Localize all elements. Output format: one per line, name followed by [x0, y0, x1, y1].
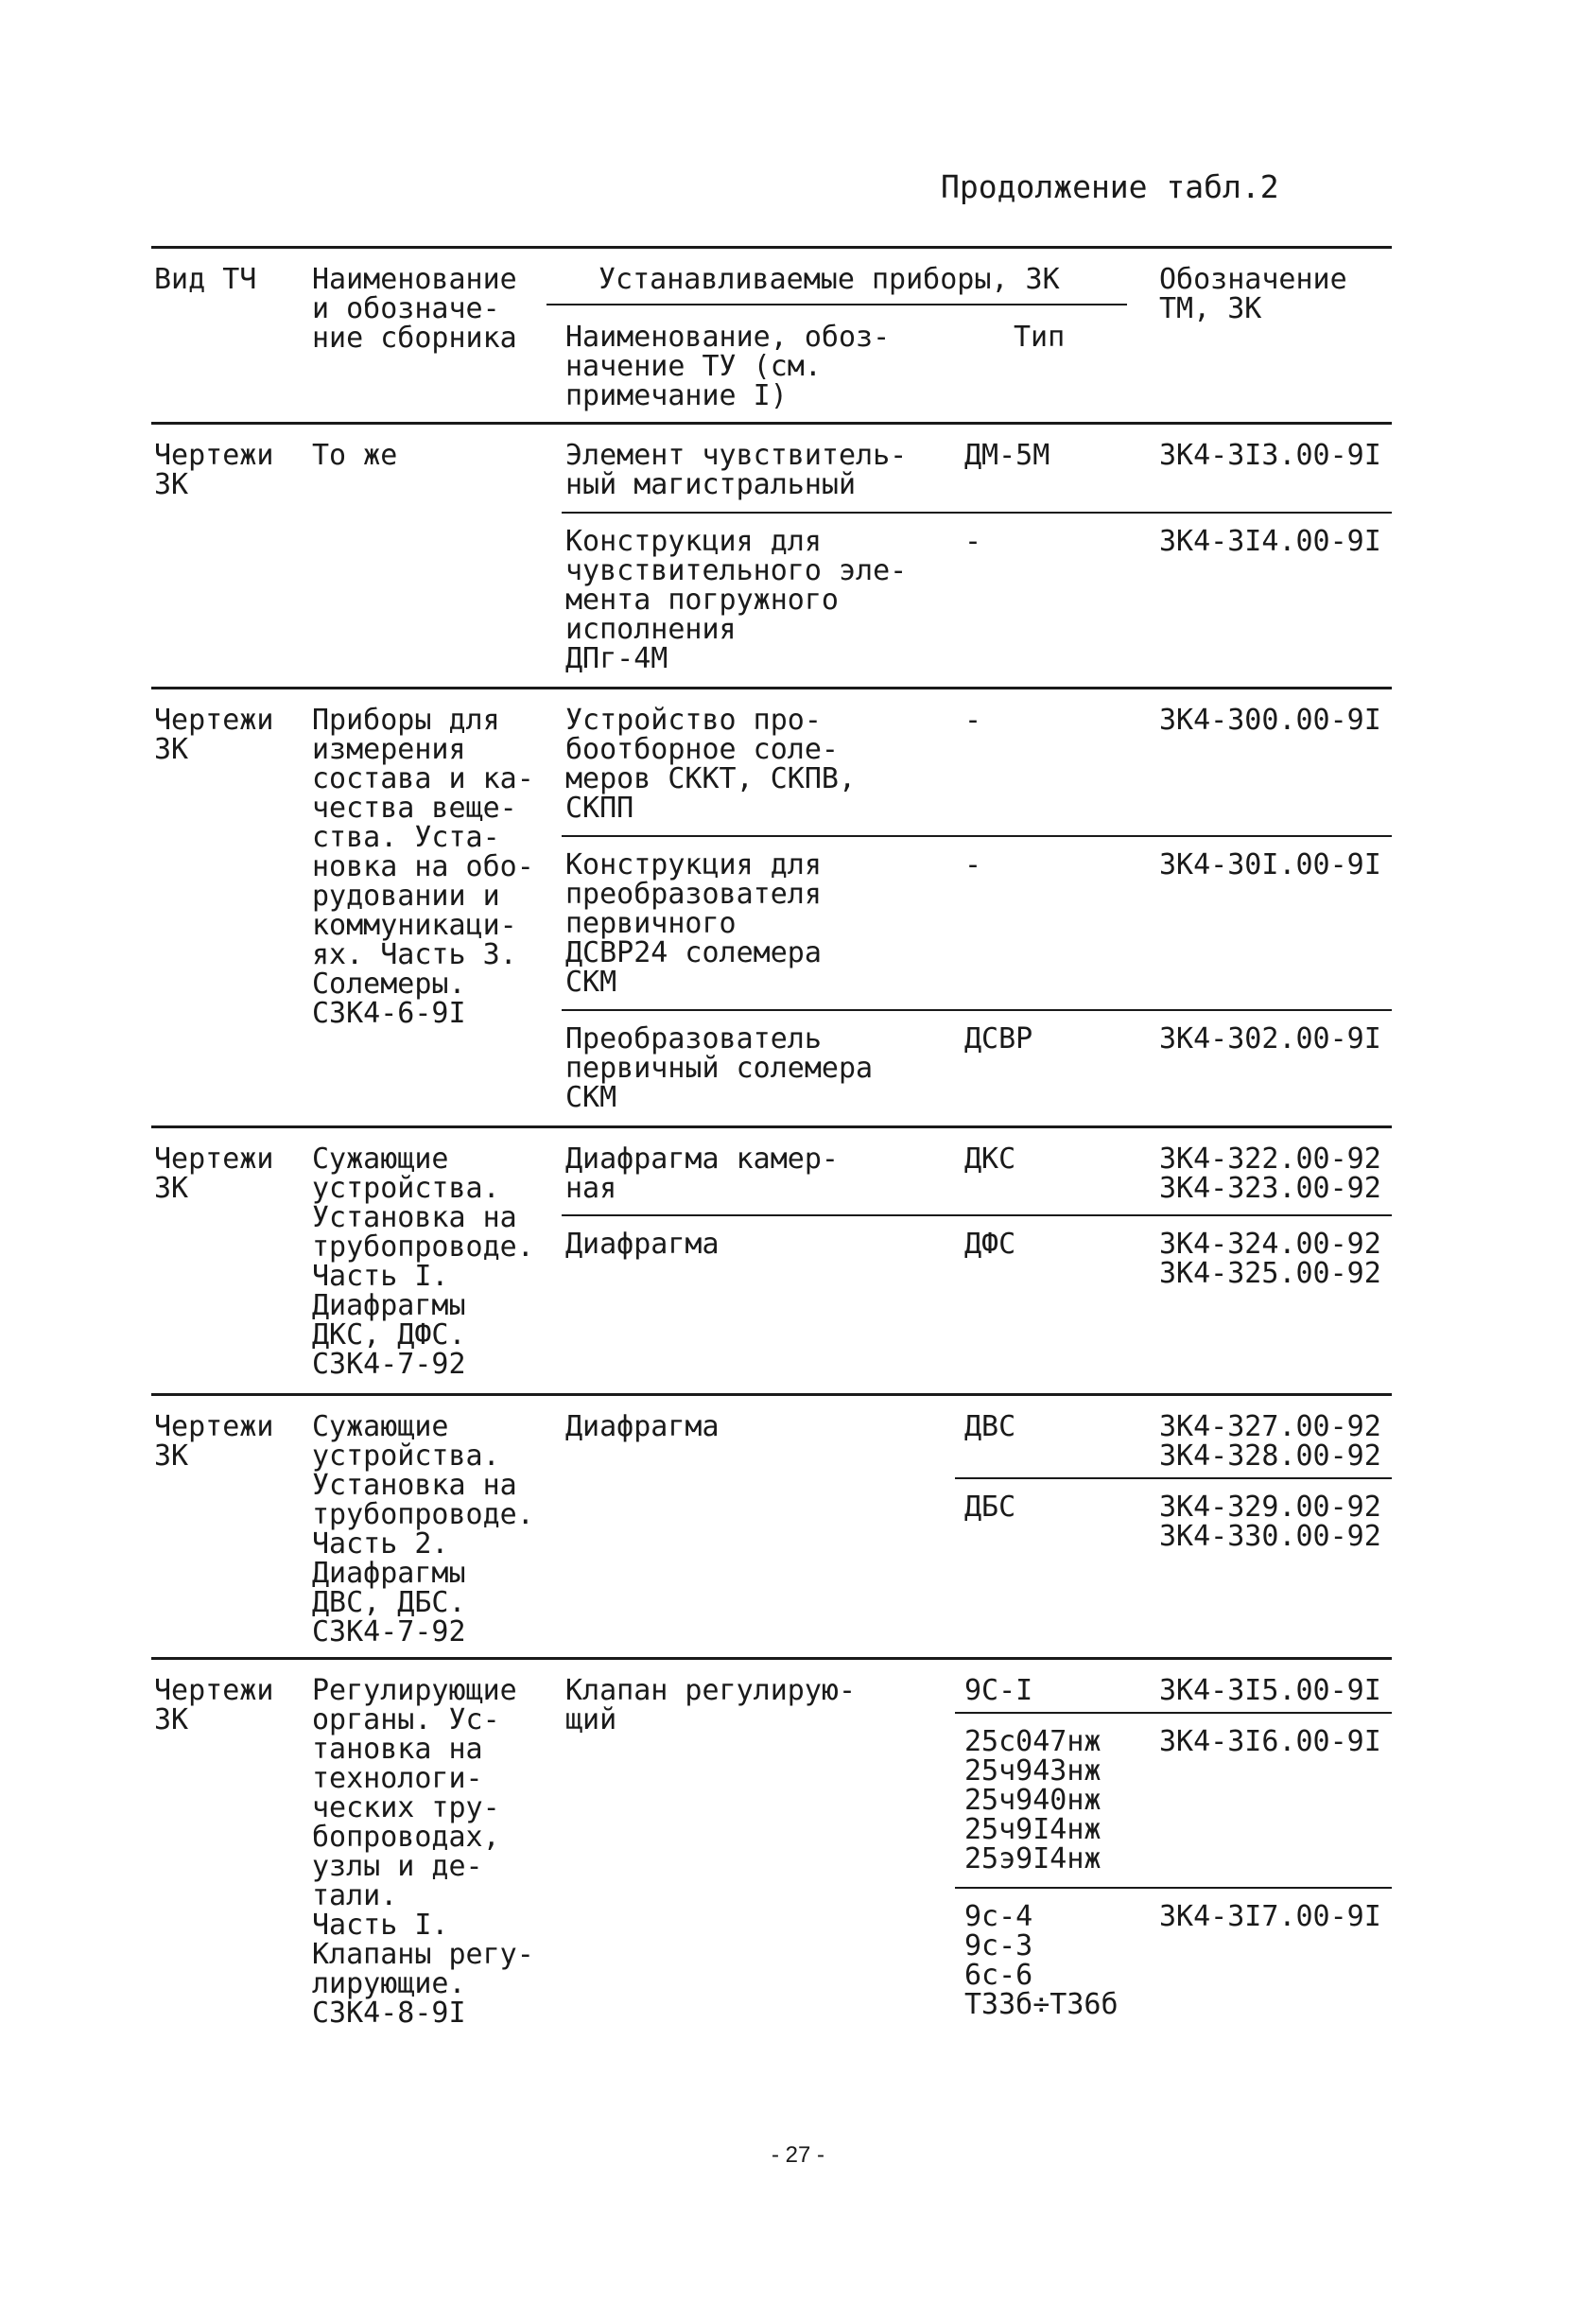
group-5-item-3-code: ЗК4-3I7.00-9I — [1159, 1900, 1381, 1933]
group-4-vid: Чертежи ЗК — [154, 1410, 274, 1473]
group-2-item-1-name: Устройство про- боотборное соле- меров СККТ, СКПВ, СКПП — [565, 704, 857, 825]
group-1-item-1-name: Элемент чувствитель- ный магистральный — [565, 439, 908, 501]
group-divider — [151, 687, 1392, 689]
table-caption: Продолжение табл.2 — [941, 168, 1279, 205]
group-2-item-2-name: Конструкция для преобразователя первичного ДСВР24 солемера СКМ — [565, 848, 822, 999]
group-2-item-3-name: Преобразователь первичный солемера СКМ — [565, 1022, 874, 1114]
group-2-item-1-code: ЗК4-300.00-9I — [1159, 704, 1381, 737]
header-sbornik: Наименование и обозначе- ние сборника — [312, 263, 517, 355]
group-2-sbornik: Приборы для измерения состава и ка- чества веще- ства. Уста- новка на обо- рудовании и коммуникаци- ях. Часть 3. Солемеры. СЗК4-6-9I — [312, 704, 534, 1030]
group-5-item-1-name: Клапан регулирую- щий — [565, 1674, 857, 1736]
group-3-item-2-name: Диафрагма — [565, 1228, 720, 1261]
group-5-sbornik: Регулирующие органы. Ус- тановка на технологи- ческих тру- бопроводах, узлы и де- тали. Часть I. Клапаны регу- лирующие. СЗК4-8-9I — [312, 1674, 534, 2030]
group-4-item-2-type: ДБС — [964, 1491, 1016, 1524]
group-5-item-3-type: 9с-4 9с-3 6с-6 Т33б÷Т36б — [964, 1900, 1119, 2021]
group-1-item-1-type: ДМ-5М — [964, 439, 1050, 472]
group-3-vid: Чертежи ЗК — [154, 1143, 274, 1205]
group-divider — [151, 1657, 1392, 1660]
group-1-item-2-code: ЗК4-3I4.00-9I — [1159, 525, 1381, 558]
group-divider — [151, 1393, 1392, 1396]
group-2-item-3-code: ЗК4-302.00-9I — [1159, 1022, 1381, 1055]
group-4-item-2-code: ЗК4-329.00-92 ЗК4-330.00-92 — [1159, 1491, 1381, 1553]
item-divider — [562, 835, 1392, 837]
group-3-item-1-type: ДКС — [964, 1143, 1016, 1176]
group-2-item-1-type: - — [964, 704, 982, 737]
page-number: - 27 - — [771, 2142, 824, 2168]
header-tip: Тип — [1014, 321, 1066, 354]
group-3-item-1-code: ЗК4-322.00-92 ЗК4-323.00-92 — [1159, 1143, 1381, 1205]
group-2-item-3-type: ДСВР — [964, 1022, 1033, 1055]
header-bottom-rule — [151, 422, 1392, 425]
group-1-vid: Чертежи ЗК — [154, 439, 274, 501]
group-1-item-2-type: - — [964, 525, 982, 558]
group-3-item-2-code: ЗК4-324.00-92 ЗК4-325.00-92 — [1159, 1228, 1381, 1290]
group-4-item-1-code: ЗК4-327.00-92 ЗК4-328.00-92 — [1159, 1410, 1381, 1473]
group-1-sbornik: То же — [312, 439, 398, 472]
group-2-item-2-type: - — [964, 848, 982, 881]
item-divider — [955, 1712, 1392, 1714]
item-divider — [955, 1477, 1392, 1479]
item-divider — [562, 1009, 1392, 1011]
header-split-rule — [546, 304, 1127, 305]
group-3-item-1-name: Диафрагма камер- ная — [565, 1143, 839, 1205]
group-4-sbornik: Сужающие устройства. Установка на трубопроводе. Часть 2. Диафрагмы ДВС, ДБС. СЗК4-7-92 — [312, 1410, 534, 1648]
group-5-item-1-type: 9С-I — [964, 1674, 1033, 1707]
group-4-item-1-type: ДВС — [964, 1410, 1016, 1443]
header-naimenovanie: Наименование, обоз- начение ТУ (см. примечание I) — [565, 321, 891, 412]
group-2-item-2-code: ЗК4-30I.00-9I — [1159, 848, 1381, 881]
group-2-vid: Чертежи ЗК — [154, 704, 274, 766]
group-5-vid: Чертежи ЗК — [154, 1674, 274, 1736]
header-oboznachenie: Обозначение ТМ, ЗК — [1159, 263, 1347, 325]
group-3-item-2-type: ДФС — [964, 1228, 1016, 1261]
item-divider — [955, 1887, 1392, 1889]
table-top-rule — [151, 246, 1392, 249]
header-vid: Вид ТЧ — [154, 263, 257, 296]
group-5-item-2-code: ЗК4-3I6.00-9I — [1159, 1725, 1381, 1758]
group-divider — [151, 1125, 1392, 1128]
group-3-sbornik: Сужающие устройства. Установка на трубопроводе. Часть I. Диафрагмы ДКС, ДФС. СЗК4-7-92 — [312, 1143, 534, 1381]
group-4-item-1-name: Диафрагма — [565, 1410, 720, 1443]
group-1-item-2-name: Конструкция для чувствительного эле- мента погружного исполнения ДПг-4М — [565, 525, 908, 675]
group-5-item-2-type: 25с047нж 25ч943нж 25ч940нж 25ч9I4нж 25э9I4нж — [964, 1725, 1102, 1875]
item-divider — [562, 1214, 1392, 1216]
header-pribory: Устанавливаемые приборы, ЗК — [598, 263, 1060, 296]
item-divider — [562, 512, 1392, 514]
group-5-item-1-code: ЗК4-3I5.00-9I — [1159, 1674, 1381, 1707]
group-1-item-1-code: ЗК4-3I3.00-9I — [1159, 439, 1381, 472]
